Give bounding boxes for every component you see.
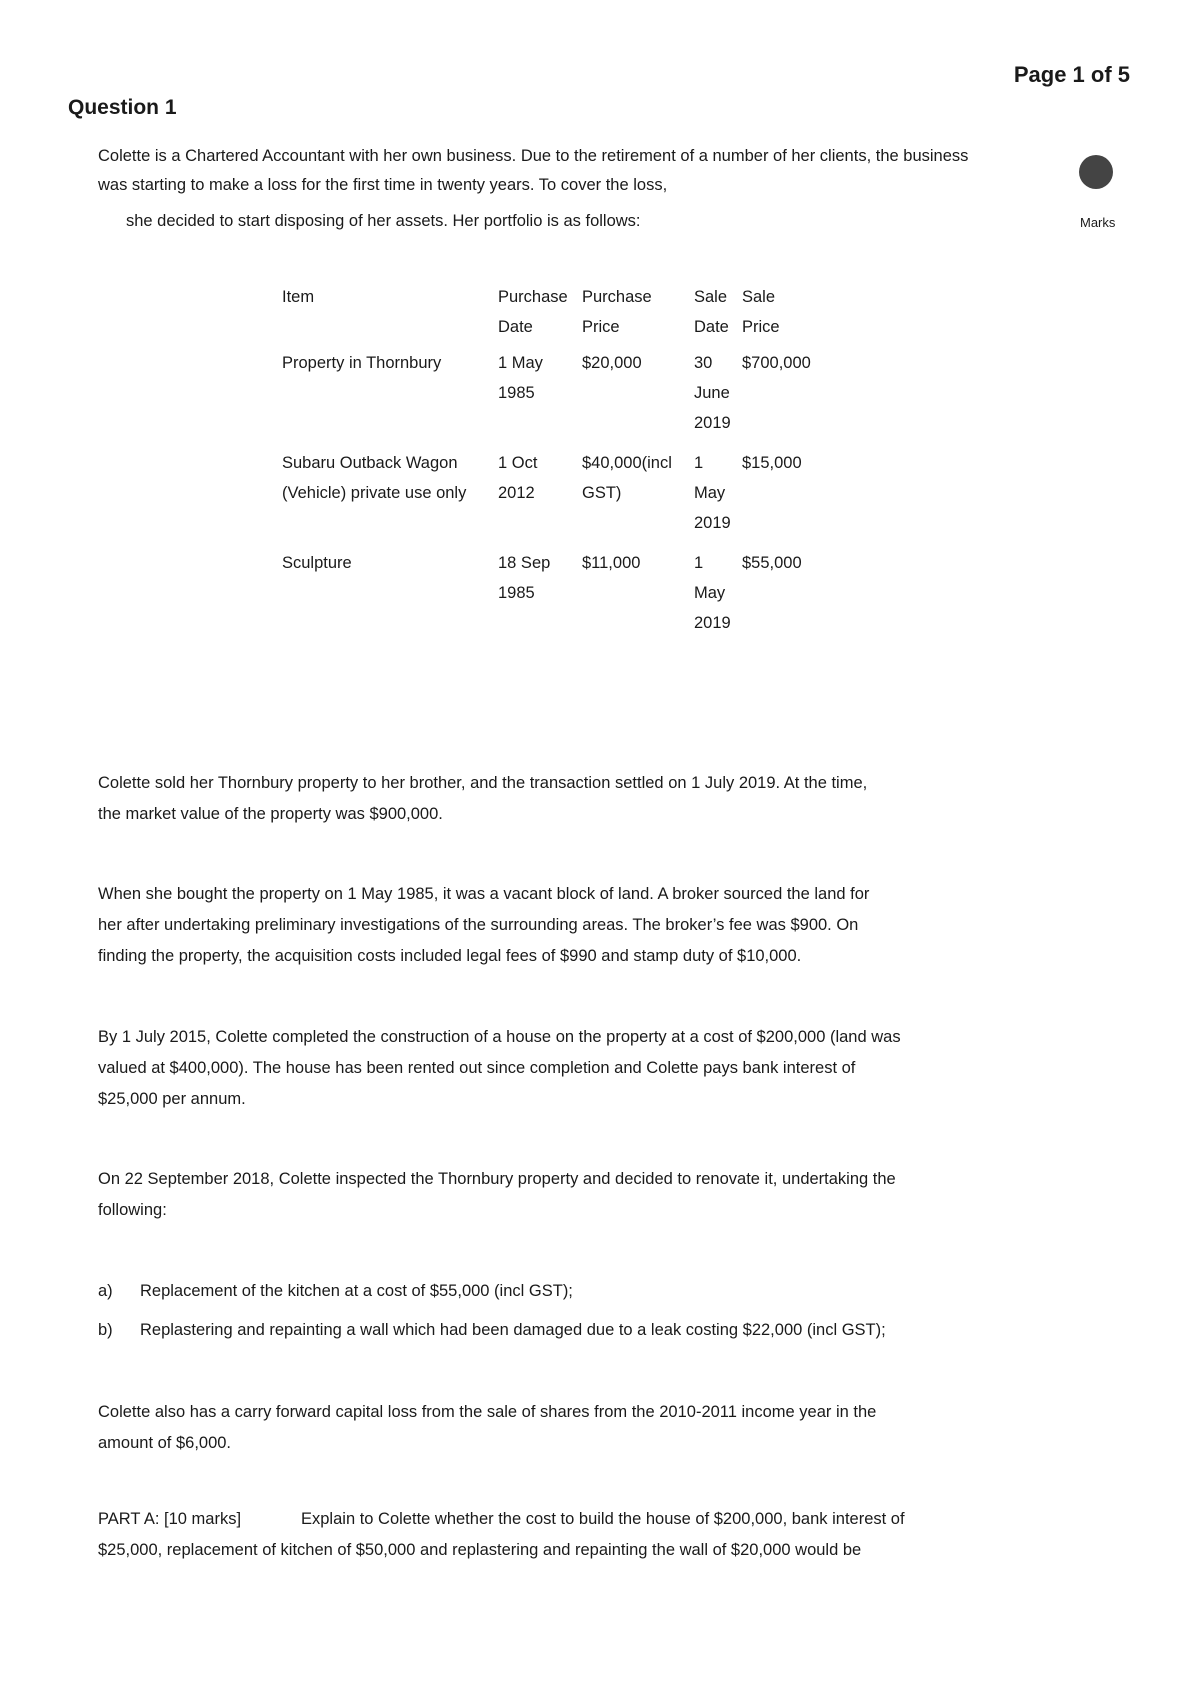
paragraph-sale-to-brother: Colette sold her Thornbury property to her brother, and the transaction settled on 1 July 2019. At the time, the market value of the property was $900,000. [98,774,868,823]
cell-sale-price: $15,000 [742,454,802,472]
list-marker: a) [98,1282,113,1300]
cell-purchase-date: 1 Oct 2012 [498,454,538,502]
cell-purchase-price: $20,000 [582,354,642,372]
paragraph-renovation: On 22 September 2018, Colette inspected the Thornbury property and decided to renovate it, undertaking the following: [98,1170,896,1219]
list-item [98,1315,886,1346]
cell-sale-date: 1 May 2019 [694,554,731,632]
paragraph-construction: By 1 July 2015, Colette completed the construction of a house on the property at a cost of $200,000 (land was valued at $400,000). The house has been rented out since completion and Colette pays bank interest of $25,000 per annum. [98,1028,901,1108]
header-purchase-price: Purchase Price [582,288,652,336]
question-title: Question 1 [68,96,177,119]
table-row [278,448,836,548]
list-marker: b) [98,1321,113,1339]
cell-item: Subaru Outback Wagon (Vehicle) private use only [282,454,467,502]
cell-sale-date: 30 June 2019 [694,354,731,432]
header-purchase-date: Purchase Date [498,288,568,336]
header-item: Item [282,288,315,306]
list-text: Replacement of the kitchen at a cost of $55,000 (incl GST); [140,1282,573,1300]
table-row [278,548,836,648]
cell-purchase-price: $40,000(incl GST) [582,454,672,502]
cell-sale-date: 1 May 2019 [694,454,731,532]
cell-item: Sculpture [282,554,352,572]
list-item [98,1276,573,1307]
cell-purchase-date: 1 May 1985 [498,354,543,402]
table-header-row [278,282,836,342]
cell-item: Property in Thornbury [282,354,442,372]
intro-line: she decided to start disposing of her assets. Her portfolio is as follows: [126,212,641,230]
paragraph-acquisition: When she bought the property on 1 May 1985, it was a vacant block of land. A broker sourced the land for her after undertaking preliminary investigations of the surrounding areas. The broker’s fee was $900. On finding the property, the acquisition costs included legal fees of $990 and stamp duty of $10,000. [98,885,870,965]
cell-purchase-price: $11,000 [582,554,641,572]
cell-purchase-date: 18 Sep 1985 [498,554,551,602]
portfolio-table [278,282,836,648]
paragraph-carry-forward-loss: Colette also has a carry forward capital loss from the sale of shares from the 2010-2011 income year in the amount of $6,000. [98,1403,877,1452]
cell-sale-price: $700,000 [742,354,811,372]
cell-sale-price: $55,000 [742,554,802,572]
header-sale-date: Sale Date [694,288,729,336]
intro-line: was starting to make a loss for the first time in twenty years. To cover the loss, [98,176,668,194]
part-a-question: PART A: [10 marks] Explain to Colette whether the cost to build the house of $200,000, bank interest of $25,000, replacement of kitchen of $50,000 and replastering and repainting the wall of $20,000 would be [98,1504,1018,1566]
intro-line: Colette is a Chartered Accountant with her own business. Due to the retirement of a number of her clients, the business [98,147,969,165]
header-sale-price: Sale Price [742,288,780,336]
marks-label: Marks [1080,215,1116,230]
marks-dot-icon [1079,155,1113,189]
table-row [278,348,836,448]
list-text: Replastering and repainting a wall which had been damaged due to a leak costing $22,000 (incl GST); [140,1321,886,1339]
part-a-label: PART A: [10 marks] [98,1510,242,1528]
page-number: Page 1 of 5 [1013,62,1130,87]
